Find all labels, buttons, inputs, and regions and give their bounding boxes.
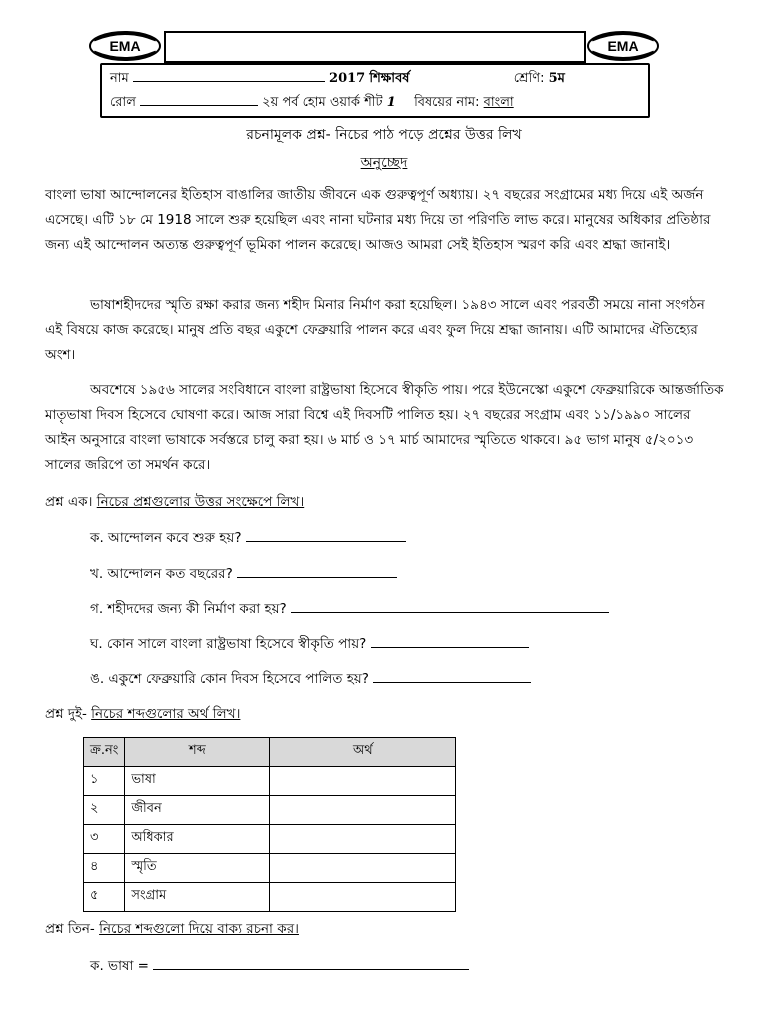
- paragraph-3: [45, 378, 725, 478]
- table-header-row: [84, 738, 456, 767]
- cell-meaning[interactable]: [270, 883, 456, 912]
- question-item: [90, 598, 609, 621]
- info-row-2: [110, 93, 514, 114]
- question-text: ক. আন্দোলন কবে শুরু হয়?: [90, 530, 242, 546]
- year-suffix: শিক্ষাবর্ষ: [369, 71, 410, 86]
- cell-word: ভাষা: [125, 767, 270, 796]
- question-item: [90, 527, 406, 550]
- cell-meaning[interactable]: [270, 796, 456, 825]
- section-1-heading: [45, 491, 304, 514]
- paragraph-3-text: অবশেষে ১৯৫৬ সালের সংবিধানে বাংলা রাষ্ট্রভাষা হিসেবে স্বীকৃতি পায়। পরে ইউনেস্কো একুশে ফেব্রুয়ারিকে আন্তর্জাতিক মাতৃভাষা দিবস হিসেবে ঘোষণা করে। আজ সারা বিশ্বে এই দিবসটি পালিত হয়। ২৭ বছরের সংগ্রাম এবং ১১/১৯৯০ সালের আইন অনুসারে বাংলা ভাষাকে সর্বস্তরে চালু করা হয়। ৬ মার্চ ও ১৭ মার্চ আমাদের স্মৃতিতে থাকবে। ৯৫ ভাগ মানুষ ৫/২০১৩ সালের জরিপে তা সমর্থন করে।: [45, 382, 724, 473]
- section-1-instruction: নিচের প্রশ্নগুলোর উত্তর সংক্ষেপে লিখ।: [96, 494, 305, 510]
- section-2-label: প্রশ্ন দুই-: [45, 706, 87, 722]
- cell-word: স্মৃতি: [125, 854, 270, 883]
- paragraph-1: [45, 183, 725, 258]
- paragraph-1-text: বাংলা ভাষা আন্দোলনের ইতিহাস বাঙালির জাতীয় জীবনে এক গুরুত্বপূর্ণ অধ্যায়। ২৭ বছরের সংগ্রামের মধ্য দিয়ে এই অর্জন এসেছে। এটি ১৮ মে 1918 সালে শুরু হয়েছিল এবং নানা ঘটনার মধ্য দিয়ে তা পরিণতি লাভ করে। মানুষের অধিকার প্রতিষ্ঠার জন্য এই আন্দোলন অত্যন্ত গুরুত্বপূর্ণ ভূমিকা পালন করেছে। আজও আমরা সেই ইতিহাস স্মরণ করি এবং শ্রদ্ধা জানাই।: [45, 187, 711, 253]
- question-text: ঙ. একুশে ফেব্রুয়ারি কোন দিবস হিসেবে পালিত হয়?: [90, 671, 369, 687]
- cell-serial: ৩: [84, 825, 125, 854]
- section-3-instruction: নিচের শব্দগুলো দিয়ে বাক্য রচনা কর।: [99, 921, 299, 937]
- section-3-heading: [45, 918, 299, 941]
- header-serial: ক্র.নং: [84, 738, 125, 767]
- cell-serial: ৫: [84, 883, 125, 912]
- term-text: পর্ব: [282, 95, 299, 110]
- question-item: [90, 633, 529, 656]
- sheet-number: 1: [386, 95, 396, 110]
- cell-serial: ৪: [84, 854, 125, 883]
- logo-emblem-icon: [88, 29, 162, 63]
- question-text: খ. আন্দোলন কত বছরের?: [90, 566, 233, 582]
- subject-label: বিষয়ের নাম:: [414, 95, 480, 110]
- section-3-label: প্রশ্ন তিন-: [45, 921, 95, 937]
- answer-blank[interactable]: [291, 611, 609, 613]
- cell-meaning[interactable]: [270, 854, 456, 883]
- cell-word: অধিকার: [125, 825, 270, 854]
- cell-meaning[interactable]: [270, 825, 456, 854]
- cell-word: জীবন: [125, 796, 270, 825]
- question-text: ঘ. কোন সালে বাংলা রাষ্ট্রভাষা হিসেবে স্বীকৃতি পায়?: [90, 636, 367, 652]
- logo-emblem-icon: [586, 29, 660, 63]
- paragraph-2: [45, 293, 725, 368]
- subject-value: বাংলা: [483, 95, 514, 110]
- school-title-box: [164, 31, 586, 63]
- name-blank[interactable]: [133, 80, 325, 82]
- cell-serial: ২: [84, 796, 125, 825]
- question-text: গ. শহীদদের জন্য কী নির্মাণ করা হয়?: [90, 601, 287, 617]
- section-2-instruction: নিচের শব্দগুলোর অর্থ লিখ।: [91, 706, 241, 722]
- header-meaning: অর্থ: [270, 738, 456, 767]
- table-row: [84, 883, 456, 912]
- table-row: [84, 854, 456, 883]
- roll-label: রোল: [110, 95, 136, 110]
- paragraph-2-text: ভাষাশহীদদের স্মৃতি রক্ষা করার জন্য শহীদ মিনার নির্মাণ করা হয়েছিল। ১৯৪৩ সালে এবং পরবর্তী সময়ে নানা সংগঠন এই বিষয়ে কাজ করেছে। মানুষ প্রতি বছর একুশে ফেব্রুয়ারি পালন করে এবং ফুল দিয়ে শ্রদ্ধা জানায়। এটি আমাদের ঐতিহ্যের অংশ।: [45, 297, 705, 363]
- cell-meaning[interactable]: [270, 767, 456, 796]
- lesson-title: রচনামূলক প্রশ্ন- নিচের পাঠ পড়ে প্রশ্নের উত্তর লিখ: [246, 127, 522, 143]
- answer-blank[interactable]: [373, 681, 531, 683]
- table-row: [84, 825, 456, 854]
- class-label: শ্রেণি:: [513, 71, 545, 86]
- word-meaning-table: [83, 737, 456, 912]
- section-2-heading: [45, 703, 240, 726]
- logo-text: EMA: [607, 38, 639, 54]
- year: 2017: [329, 71, 366, 86]
- question-item: [90, 668, 531, 691]
- table-row: [84, 796, 456, 825]
- answer-blank[interactable]: [237, 576, 397, 578]
- table-row: [84, 767, 456, 796]
- term-prefix: ২য়: [262, 95, 279, 110]
- cell-word: সংগ্রাম: [125, 883, 270, 912]
- answer-blank[interactable]: [371, 646, 529, 648]
- roll-blank[interactable]: [140, 104, 258, 106]
- section-1-label: প্রশ্ন এক।: [45, 494, 93, 510]
- sentence-blank[interactable]: [153, 968, 469, 970]
- header-word: শব্দ: [125, 738, 270, 767]
- ema-logo-right: [586, 29, 660, 63]
- sheet-label: হোম ওয়ার্ক শীট: [302, 95, 383, 110]
- ema-logo-left: [88, 29, 162, 63]
- name-label: নাম: [110, 71, 129, 86]
- passage-label: অনুচ্ছেদ: [360, 155, 408, 171]
- class-value: 5ম: [548, 71, 565, 86]
- sentence-item: [90, 955, 469, 978]
- question-item: [90, 563, 397, 586]
- answer-blank[interactable]: [246, 540, 406, 542]
- student-info-box: [100, 63, 650, 118]
- cell-serial: ১: [84, 767, 125, 796]
- info-row-1: [110, 69, 565, 90]
- logo-text: EMA: [109, 38, 141, 54]
- sentence-word: ক. ভাষা =: [90, 958, 149, 974]
